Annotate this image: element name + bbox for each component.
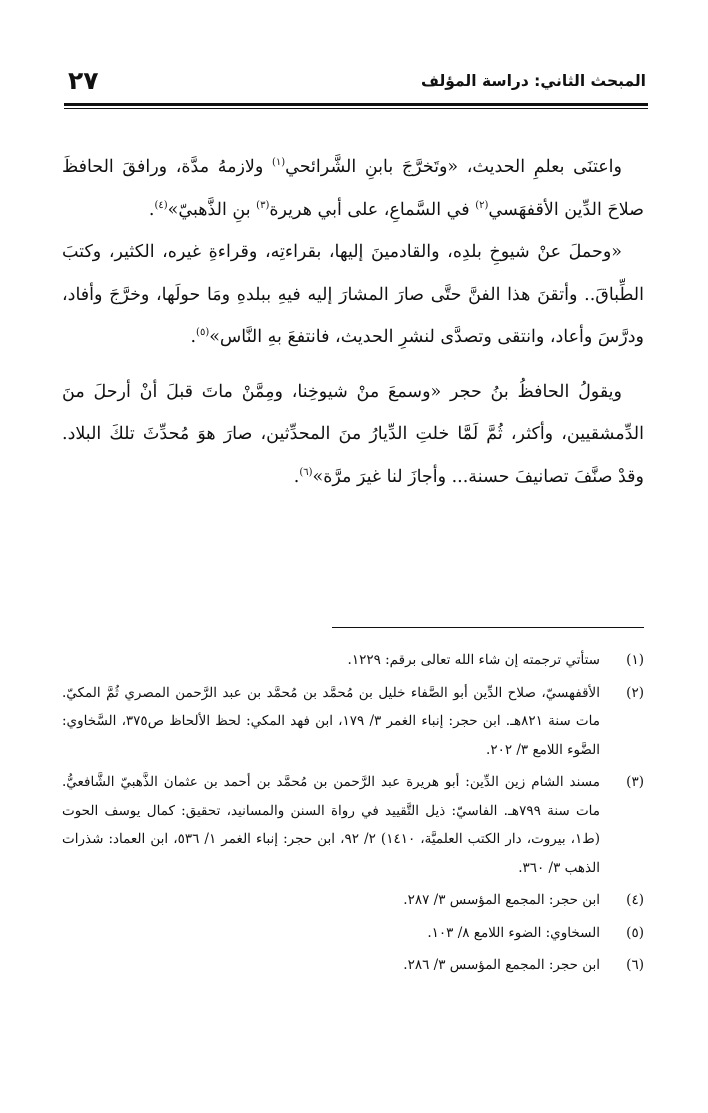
paragraph-3-text-1: ويقولُ الحافظُ بنُ حجر «وسمعَ منْ شيوخِنا، ومِمَّنْ ماتَ قبلَ أنْ أرحلَ منَ الدِّمشقيين، وأكثر، ثُمَّ لَمَّا خلتِ الدِّيارُ منَ المحدِّثين، صارَ هوَ مُحدِّثَ تلكَ البلاد. وقدْ صنَّفَ تصانيفَ حسنة... وأجازَ لنا غيرَ مرَّة» — [62, 381, 644, 487]
main-text — [62, 146, 644, 498]
paragraph-1 — [62, 146, 644, 231]
chapter-title: المبحث الثاني: دراسة المؤلف — [421, 72, 646, 90]
footnote-ref-2[interactable]: (٢) — [475, 199, 489, 211]
footnote-number: (٣) — [626, 774, 644, 790]
paragraph-1-text-5: . — [148, 199, 155, 220]
header-rule-thin — [64, 108, 648, 109]
footnote-item — [62, 768, 644, 882]
footnote-number: (٦) — [626, 957, 644, 973]
footnotes — [62, 646, 644, 984]
footnote-number: (٥) — [626, 924, 644, 941]
footnote-item — [62, 679, 644, 765]
footnote-separator — [332, 627, 644, 628]
footnote-item — [62, 646, 644, 675]
paragraph-1-text-2: ولازمهُ مدَّة، ورافقَ الحافظَ صلاحَ الدِّين الأقفهَسي — [62, 157, 644, 220]
footnote-ref-3[interactable]: (٣) — [256, 199, 270, 211]
footnote-text: مسند الشام زين الدِّين: أبو هريرة عبد الرَّحمن بن مُحمَّد بن أحمد بن عثمان الذَّهبيّ الشَّافعيُّ. مات سنة ٧٩٩هـ. الفاسيّ: ذيل التَّقييد في رواة السنن والمسانيد، تحقيق: كمال يوسف الحوت (ط١، بيروت، دار الكتب العلميَّة، ١٤١٠) ٢/ ٩٢، ابن حجر: إنباء الغمر ١/ ٥٣٦، ابن العماد: شذرات الذهب ٣/ ٣٦٠. — [62, 774, 601, 876]
page-number: ٢٧ — [68, 66, 99, 95]
running-header — [68, 66, 646, 100]
footnote-item — [62, 886, 644, 915]
paragraph-2-text-1: «وحملَ عنْ شيوخِ بلدِه، والقادمينَ إليها، بقراءتِه، وقراءةِ غيره، الكثير، وكتبَ الطِّباقَ.. وأتقنَ هذا الفنَّ حتَّى صارَ المشارَ إليه فيهِ ببلدهِ ومَا حولَها، وخرَّجَ وأفاد، ودرَّسَ وأعاد، وانتقى وتصدَّى لنشرِ الحديث، فانتفعَ بهِ النَّاس» — [62, 242, 644, 347]
footnote-ref-1[interactable]: (١) — [271, 157, 286, 168]
paragraph-1-text-1: واعتنَى بعلمِ الحديث، «وتَخرَّجَ بابنِ الشَّرائحي — [285, 157, 622, 177]
footnote-text: ستأتي ترجمته إن شاء الله تعالى برقم: ١٢٢٩. — [347, 652, 600, 668]
paragraph-2-text-2: . — [190, 327, 197, 347]
footnote-text: ابن حجر: المجمع المؤسس ٣/ ٢٨٦. — [403, 957, 600, 973]
footnote-text: السخاوي: الضوء اللامع ٨/ ١٠٣. — [427, 924, 600, 941]
paragraph-1-text-3: في السَّماعِ، على أبي هريرة — [269, 199, 476, 220]
header-rule — [64, 103, 648, 106]
footnote-text: ابن حجر: المجمع المؤسس ٣/ ٢٨٧. — [403, 892, 600, 908]
footnote-text: الأقفهسيّ، صلاح الدِّين أبو الصَّفاء خليل بن مُحمَّد بن مُحمَّد بن عبد الرَّحمن المصري ثُمَّ المكيّ. مات سنة ٨٢١هـ. ابن حجر: إنباء الغمر ٣/ ١٧٩، ابن فهد المكي: لحظ الألحاظ ص٣٧٥، السَّخاوي: الضَّوء اللامع ٣/ ٢٠٢. — [62, 684, 600, 758]
footnote-ref-4[interactable]: (٤) — [154, 199, 168, 211]
paragraph-2 — [62, 231, 644, 359]
footnote-number: (١) — [626, 652, 644, 668]
paragraph-3-text-2: . — [293, 466, 300, 487]
footnote-number: (٢) — [626, 684, 644, 701]
footnote-ref-6[interactable]: (٦) — [299, 466, 313, 478]
footnote-number: (٤) — [626, 892, 644, 908]
footnote-item — [62, 919, 644, 948]
paragraph-1-text-4: بنِ الذَّهبيّ» — [167, 199, 257, 220]
paragraph-3 — [62, 371, 644, 499]
footnote-item — [62, 951, 644, 980]
footnote-ref-5[interactable]: (٥) — [196, 327, 210, 338]
